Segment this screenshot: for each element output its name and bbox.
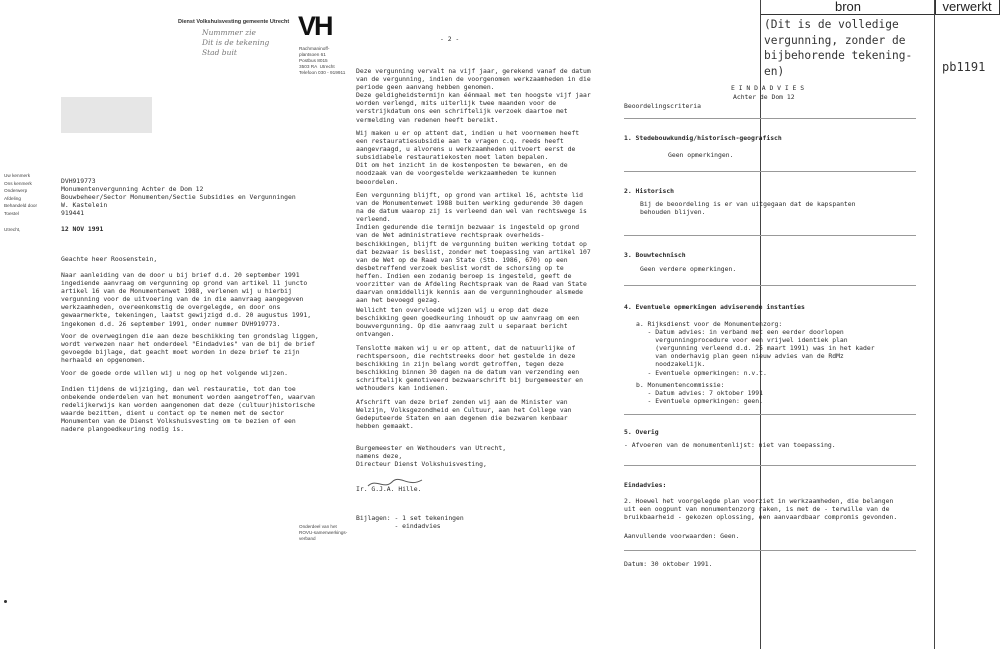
reference-block: DVH919773 Monumentenvergunning Achter de Dom 12 Bouwbeheer/Sector Monumenten/Sectie Subsidies en Vergunningen W. Kastelein 919441 xyxy=(61,177,296,218)
verwerkt-header: verwerkt xyxy=(934,0,1000,15)
section-4-title: 4. Eventuele opmerkingen adviserende instanties xyxy=(624,303,805,311)
org-address: Rachmaninoff- plantsoen 61 Postbus 8015 3503 RA Utrecht Telefoon 030 - 919911 xyxy=(299,46,346,75)
aanvullende-voorwaarden: Aanvullende voorwaarden: Geen. xyxy=(624,532,740,540)
closing-block: Burgemeester en Wethouders van Utrecht, namens deze, Directeur Dienst Volkshuisvesting, xyxy=(356,444,507,469)
advies-date: Datum: 30 oktober 1991. xyxy=(624,560,713,568)
enclosures: Bijlagen: - 1 set tekeningen - eindadvies xyxy=(356,514,464,531)
section-5-title: 5. Overig xyxy=(624,428,659,436)
divider-5 xyxy=(624,414,916,415)
date-stamp: 12 NOV 1991 xyxy=(61,225,104,233)
archive-code: pb1191 xyxy=(942,60,986,74)
p2-paragraph-6: Afschrift van deze brief zenden wij aan de Minister van Welzijn, Volksgezondheid en Cultuur, aan het College van Gedeputeerde Staten en aan degenen die bezwaren kenbaar hebben gemaakt. xyxy=(356,398,572,431)
footer-org: Onderdeel van het ROVU-samenwerkings- verband xyxy=(299,524,348,541)
page-dot xyxy=(4,600,7,603)
eindadvies-text: 2. Hoewel het voorgelegde plan voorziet in werkzaamheden, die belangen uit een oogpunt van monumentenzorg raken, is met de - terwille van de bruikbaarheid - gekozen oplossing, een aanvaardbaar compromis gevonden. xyxy=(624,497,898,522)
section-3-title: 3. Bouwtechnisch xyxy=(624,251,686,259)
advies-subtitle: Achter de Dom 12 xyxy=(733,93,795,101)
archive-note: (Dit is de volledige vergunning, zonder de bijbehorende tekening- en) xyxy=(764,18,913,78)
archive-column-line-mid xyxy=(934,0,935,649)
advies-title: E I N D A D V I E S xyxy=(731,84,805,92)
eindadvies-title: Eindadvies: xyxy=(624,481,667,489)
vh-logo: VH xyxy=(298,11,332,41)
p2-paragraph-1: Deze vergunning vervalt na vijf jaar, gerekend vanaf de datum van de vergunning, indien de voorgenomen werkzaamheden in die periode geen aanvang hebben genomen. Deze geldigheidstermijn kan éénmaal met ten hoogste vijf jaar worden verlengd, mits uiterlijk twee maanden voor de verstrijkdatum ons een schriftelijk verzoek daartoe met vermelding van redenen heeft bereikt. xyxy=(356,67,591,124)
divider-1 xyxy=(624,118,916,119)
section-1-text: Geen opmerkingen. xyxy=(668,151,734,159)
p2-paragraph-3: Een vergunning blijft, op grond van artikel 16, achtste lid van de Monumentenwet 1988 buiten werking gedurende 30 dagen na de datum waarop zij is verleend dan wel van rechtswege is verleend. Indien gedurende die termijn bezwaar is ingesteld op grond van de Wet administratieve rechtspraak overheids- beschikkingen, blijft de vergunning buiten werking totdat op dat bezwaar is beslist, zonder met toepassing van artikel 107 van de Wet op de Raad van State (Stb. 1986, 670) op een desbetreffend verzoek beslist wordt de schorsing op te heffen. Indien een zodanig beroep is ingesteld, geeft de voorzitter van de Afdeling Rechtspraak van de Raad van State daarvan onmiddellijk kennis aan de vergunninghouder alsmede aan het bevoegd gezag. xyxy=(356,191,591,305)
divider-2 xyxy=(624,171,916,172)
section-5-text: - Afvoeren van de monumentenlijst: niet van toepassing. xyxy=(624,441,836,449)
divider-6 xyxy=(624,465,916,466)
org-name: Dienst Volkshuisvesting gemeente Utrecht xyxy=(178,19,290,25)
letter-paragraph-2: Voor de overwegingen die aan deze beschikking ten grondslag liggen, wordt verwezen naar het onderdeel "Eindadvies" van de bij de brief gevoegde bijlage, dat geacht moet worden in deze brief te zijn herhaald en opgenomen. xyxy=(61,332,319,365)
divider-7 xyxy=(624,550,916,551)
signatory: Ir. G.J.A. Hille. xyxy=(356,485,422,493)
bron-header: bron xyxy=(760,0,936,15)
section-2-text: Bij de beoordeling is er van uitgegaan dat de kapspanten behouden blijven. xyxy=(640,200,856,217)
address-redaction xyxy=(61,97,152,133)
handwritten-note: Nummmer zie Dit is de tekening Stad buit xyxy=(202,28,270,57)
criteria-label: Beoordelingscriteria xyxy=(624,102,701,110)
section-2-title: 2. Historisch xyxy=(624,187,675,195)
utrecht-label: Utrecht, xyxy=(4,227,21,232)
section-3-text: Geen verdere opmerkingen. xyxy=(640,265,737,273)
p2-paragraph-2: Wij maken u er op attent dat, indien u het voornemen heeft een restauratiesubsidie aan te vragen c.q. reeds heeft aangevraagd, u alvorens u werkzaamheden uitvoert eerst de subsidiabele restauratiekosten moet laten bepalen. Dit om het inzicht in de kostenposten te bewaren, en de noodzaak van de voorgestelde werkzaamheden te kunnen beoordelen. xyxy=(356,129,580,186)
reference-labels: Uw kenmerk Ons kenmerk Onderwerp Afdeling Behandeld door Toestel xyxy=(4,173,38,216)
section-4a: a. Rijksdienst voor de Monumentenzorg: - Datum advies: in verband met een eerder doorlopen vergunningprocedure voor een vrijwel identiek plan (vergunning verleend d.d. 25 maart 1991) was in het kader van onderhavig plan geen nieuw advies van de RdMz noodzakelijk. - Eventuele opmerkingen: n.v.t. xyxy=(636,320,875,377)
letter-paragraph-4: Indien tijdens de wijziging, dan wel restauratie, tot dan toe onbekende onderdelen van het monument worden aangetroffen, waarvan redelijkerwijs kan worden aangenomen dat deze (cultuur)historische waarde bezitten, dient u contact op te nemen met de sector Monumenten van de Dienst Volkshuisvesting om te bezien of een nadere plangoedkeuring nodig is. xyxy=(61,385,315,434)
p2-paragraph-4: Wellicht ten overvloede wijzen wij u erop dat deze beschikking geen goedkeuring inhoudt op uw aanvraag om een bouwvergunning. Op die aanvraag zult u separaat bericht ontvangen. xyxy=(356,306,580,339)
letter-paragraph-3: Voor de goede orde willen wij u nog op het volgende wijzen. xyxy=(61,369,289,377)
p2-paragraph-5: Tenslotte maken wij u er op attent, dat de natuurlijke of rechtspersoon, die rechtstreeks door het gestelde in deze beschikking in zijn belang wordt getroffen, tegen deze beschikking binnen 30 dagen na de datum van verzending een schriftelijk gemotiveerd bezwaarschrift bij burgemeester en wethouders kan indienen. xyxy=(356,344,584,393)
section-1-title: 1. Stedebouwkundig/historisch-geografisch xyxy=(624,134,782,142)
salutation: Geachte heer Roosenstein, xyxy=(61,255,158,263)
page-number: - 2 - xyxy=(440,35,460,43)
divider-3 xyxy=(624,235,916,236)
letter-paragraph-1: Naar aanleiding van de door u bij brief d.d. 20 september 1991 ingediende aanvraag om vergunning op grond van artikel 11 juncto artikel 16 van de Monumentenwet 1988, verlenen wij u hierbij vergunning voor de uitvoering van de in die aanvraag aangegeven werkzaamheden, overeenkomstig de overgelegde, en door ons gewaarmerkte, tekeningen, laatst gewijzigd d.d. 20 augustus 1991, ingekomen d.d. 26 september 1991, onder nummer DVH919773. xyxy=(61,271,312,328)
section-4b: b. Monumentencommissie: - Datum advies: 7 oktober 1991 - Eventuele opmerkingen: geen. xyxy=(636,381,763,406)
divider-4 xyxy=(624,285,916,286)
